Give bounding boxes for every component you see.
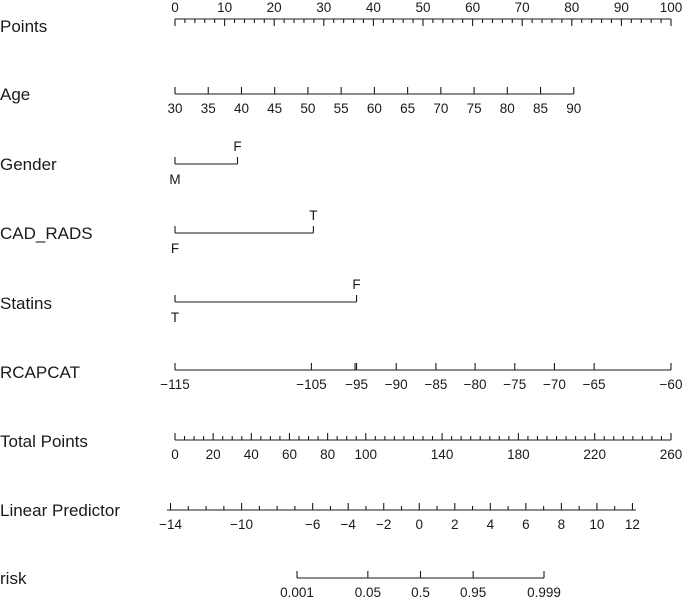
tick-label: 80 xyxy=(499,101,515,116)
tick-label: M xyxy=(169,172,181,187)
row-label-rcapcat: RCAPCAT xyxy=(0,363,80,382)
row-label-cad-rads: CAD_RADS xyxy=(0,224,93,243)
tick-label: 0 xyxy=(171,0,179,15)
row-label-age: Age xyxy=(0,85,31,104)
tick-label: −10 xyxy=(230,517,254,532)
row-age xyxy=(0,85,581,116)
row-label-linear-predictor: Linear Predictor xyxy=(0,501,121,520)
row-total-points xyxy=(0,432,682,462)
tick-label: −60 xyxy=(659,377,683,392)
tick-label: 60 xyxy=(366,101,382,116)
tick-label: 2 xyxy=(451,517,459,532)
tick-label: 30 xyxy=(167,101,183,116)
row-rcapcat xyxy=(0,363,682,392)
tick-label: 220 xyxy=(583,447,606,462)
tick-label: 260 xyxy=(659,447,683,462)
row-linear-predictor xyxy=(0,501,640,532)
tick-label: 90 xyxy=(566,101,582,116)
tick-label: −115 xyxy=(160,377,190,392)
tick-label: 70 xyxy=(433,101,449,116)
tick-label: 40 xyxy=(243,447,259,462)
tick-label: 100 xyxy=(659,0,683,15)
tick-label: 0.999 xyxy=(527,585,561,600)
row-label-gender: Gender xyxy=(0,155,57,174)
tick-label: 20 xyxy=(205,447,221,462)
tick-label: F xyxy=(233,139,242,154)
tick-label: 90 xyxy=(613,0,629,15)
row-statins xyxy=(0,277,361,325)
tick-label: 40 xyxy=(365,0,381,15)
row-points xyxy=(0,0,682,36)
row-label-statins: Statins xyxy=(0,294,52,313)
tick-label: 60 xyxy=(281,447,297,462)
tick-label: −80 xyxy=(463,377,487,392)
tick-label: −90 xyxy=(384,377,408,392)
tick-label: 50 xyxy=(300,101,316,116)
row-label-points: Points xyxy=(0,17,48,36)
row-label-total-points: Total Points xyxy=(0,432,88,451)
tick-label: F xyxy=(352,277,361,292)
tick-label: 65 xyxy=(400,101,416,116)
tick-label: 8 xyxy=(557,517,566,532)
tick-label: 45 xyxy=(267,101,283,116)
tick-label: −105 xyxy=(296,377,327,392)
row-cad-rads xyxy=(0,208,318,256)
tick-label: 75 xyxy=(466,101,482,116)
tick-label: 10 xyxy=(217,0,233,15)
tick-label: −4 xyxy=(340,517,356,532)
tick-label: −75 xyxy=(503,377,527,392)
tick-label: −95 xyxy=(345,377,368,392)
tick-label: 20 xyxy=(266,0,282,15)
tick-label: 10 xyxy=(589,517,605,532)
tick-label: −85 xyxy=(424,377,448,392)
row-risk xyxy=(0,569,561,600)
tick-label: −14 xyxy=(159,517,183,532)
tick-label: −2 xyxy=(376,517,392,532)
tick-label: −6 xyxy=(304,517,321,532)
tick-label: F xyxy=(170,241,180,256)
tick-label: 50 xyxy=(415,0,431,15)
row-gender xyxy=(0,139,242,187)
tick-label: 70 xyxy=(514,0,530,15)
tick-label: 80 xyxy=(320,447,336,462)
tick-label: 60 xyxy=(465,0,481,15)
tick-label: 0 xyxy=(171,447,179,462)
tick-label: 0.05 xyxy=(354,585,381,600)
tick-label: 180 xyxy=(507,447,530,462)
tick-label: 4 xyxy=(486,517,495,532)
tick-label: 0.001 xyxy=(280,585,314,600)
tick-label: T xyxy=(309,208,318,223)
tick-label: 6 xyxy=(522,517,530,532)
tick-label: 0.5 xyxy=(411,585,430,600)
tick-label: 35 xyxy=(200,101,216,116)
tick-label: 80 xyxy=(564,0,580,15)
row-label-risk: risk xyxy=(0,569,27,588)
tick-label: T xyxy=(170,310,180,325)
tick-label: 140 xyxy=(430,447,454,462)
tick-label: 40 xyxy=(233,101,249,116)
tick-label: 30 xyxy=(316,0,332,15)
tick-label: 0 xyxy=(415,517,424,532)
tick-label: −70 xyxy=(542,377,566,392)
tick-label: 55 xyxy=(333,101,349,116)
tick-label: 85 xyxy=(533,101,549,116)
tick-label: 12 xyxy=(624,517,640,532)
tick-label: −65 xyxy=(582,377,606,392)
tick-label: 100 xyxy=(354,447,378,462)
tick-label: 0.95 xyxy=(460,585,487,600)
